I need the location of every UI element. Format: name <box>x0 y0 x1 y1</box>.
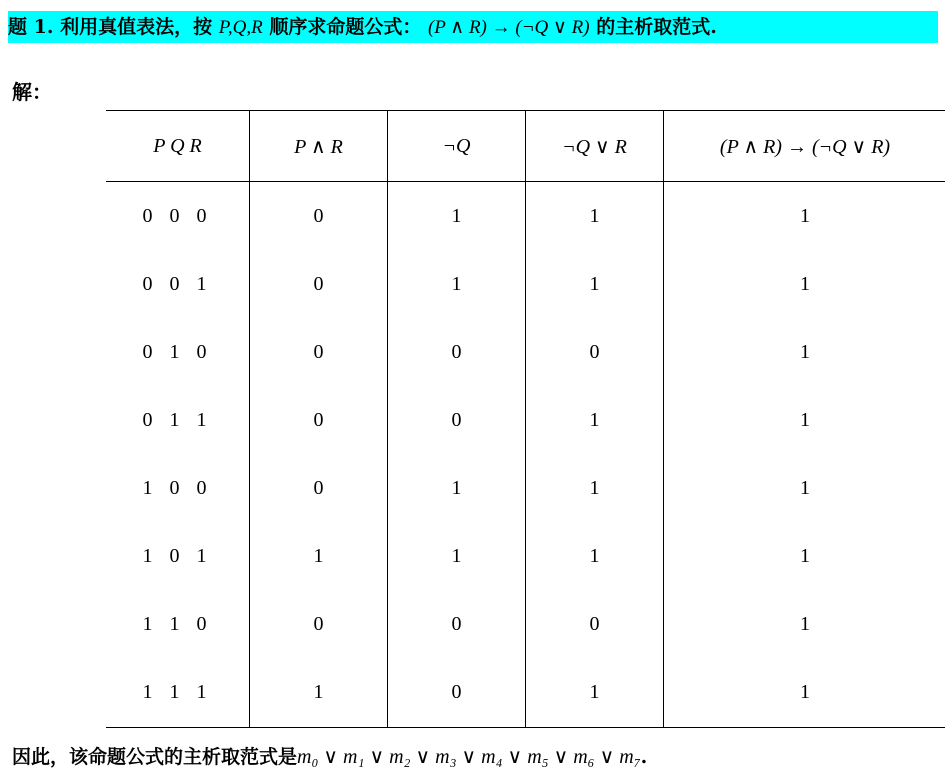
cell-p-and-r: 0 <box>250 318 388 386</box>
cell-not-q-or-r: 1 <box>526 250 664 318</box>
table-row <box>106 523 945 591</box>
cell-p-and-r: 0 <box>250 591 388 659</box>
cell-p-and-r: 0 <box>250 386 388 454</box>
cell-not-q: 0 <box>388 318 526 386</box>
header-p-and-r: P ∧ R <box>250 111 388 182</box>
conclusion-period: . <box>640 746 648 768</box>
cell-not-q: 1 <box>388 454 526 522</box>
conclusion-text: 因此，该命题公式的主析取范式是 <box>12 746 298 768</box>
cell-implication: 1 <box>664 318 945 386</box>
table-row <box>106 386 945 454</box>
cell-pqr: 0 1 0 <box>142 340 213 363</box>
header-not-q: ¬Q <box>388 111 526 182</box>
table-row <box>106 182 945 251</box>
cell-not-q-or-r: 1 <box>526 454 664 522</box>
table-row <box>106 591 945 659</box>
cell-not-q-or-r: 1 <box>526 386 664 454</box>
cell-pqr: 1 1 1 <box>106 659 250 728</box>
cell-not-q-or-r: 0 <box>526 318 664 386</box>
cell-implication: 1 <box>664 454 945 522</box>
problem-statement <box>8 11 938 43</box>
cell-p-and-r: 0 <box>250 250 388 318</box>
cell-not-q-or-r: 1 <box>526 659 664 728</box>
cell-not-q-or-r: 1 <box>526 182 664 251</box>
cell-pqr: 0 0 0 <box>142 204 213 227</box>
conclusion <box>12 742 647 769</box>
problem-middle: 顺序求命题公式： <box>269 16 422 38</box>
table-row <box>106 318 945 386</box>
table-body <box>106 182 945 728</box>
cell-not-q: 1 <box>388 250 526 318</box>
table-header-row <box>106 111 945 182</box>
table-row <box>106 659 945 728</box>
cell-pqr: 1 0 0 <box>142 477 213 499</box>
cell-not-q: 1 <box>388 523 526 591</box>
cell-p-and-r: 0 <box>250 182 388 251</box>
cell-pqr: 0 0 1 <box>142 272 213 295</box>
header-pqr: P Q R <box>106 111 250 182</box>
table-row <box>106 250 945 318</box>
cell-p-and-r: 1 <box>250 523 388 591</box>
cell-not-q: 0 <box>388 591 526 659</box>
problem-suffix: 的主析取范式. <box>596 16 717 38</box>
cell-implication: 1 <box>664 523 945 591</box>
truth-table <box>106 110 945 728</box>
cell-implication: 1 <box>664 591 945 659</box>
cell-not-q: 0 <box>388 386 526 454</box>
cell-not-q: 1 <box>388 182 526 251</box>
cell-implication: 1 <box>664 386 945 454</box>
problem-variables: P,Q,R <box>218 17 263 38</box>
conclusion-formula: m₀ ∨ m₁ ∨ m₂ ∨ m₃ ∨ m₄ ∨ m₅ ∨ m₆ ∨ m₇ <box>297 746 641 768</box>
cell-implication: 1 <box>664 659 945 728</box>
problem-formula: (P ∧ R) → (¬Q ∨ R) <box>427 17 590 38</box>
cell-pqr: 1 0 1 <box>142 545 213 568</box>
solution-label: 解： <box>12 80 52 104</box>
header-implication: (P ∧ R) → (¬Q ∨ R) <box>664 111 945 182</box>
cell-not-q-or-r: 0 <box>526 591 664 659</box>
cell-p-and-r: 1 <box>250 659 388 728</box>
cell-pqr: 0 1 1 <box>142 408 213 431</box>
cell-not-q-or-r: 1 <box>526 523 664 591</box>
cell-implication: 1 <box>664 250 945 318</box>
cell-p-and-r: 0 <box>250 454 388 522</box>
cell-implication: 1 <box>664 182 945 251</box>
header-not-q-or-r: ¬Q ∨ R <box>526 111 664 182</box>
cell-not-q: 0 <box>388 659 526 728</box>
table-row <box>106 454 945 522</box>
problem-prefix: 题 1. 利用真值表法，按 <box>8 16 213 38</box>
cell-pqr: 1 1 0 <box>142 613 213 636</box>
